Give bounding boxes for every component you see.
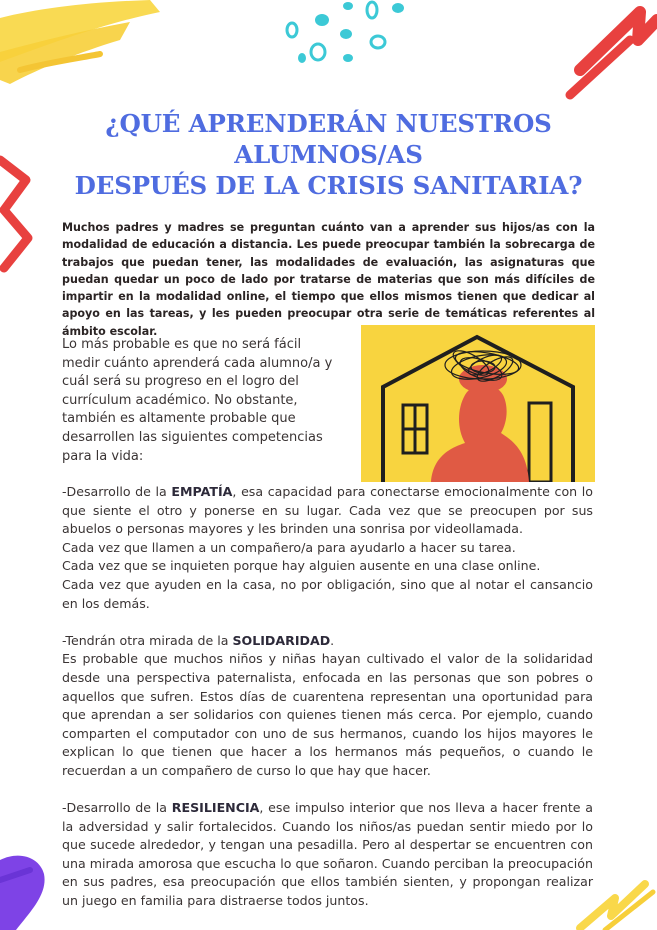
title-line-3: DESPUÉS DE LA CRISIS SANITARIA? [74, 171, 583, 200]
title-line-2: ALUMNOS/AS [234, 140, 423, 169]
solidaridad-suffix: . [330, 632, 335, 648]
intro-paragraph: Muchos padres y madres se preguntan cuánto van a aprender sus hijos/as con la modalidad de educación a distancia. Les puede preocupar también la sobrecarga de trabajos que puedan tener, las modalidades de evaluación, las asignaturas que puedan quedar un poco de lado por tratarse de materias que son más difíciles de impartir en la modalidad online, el tiempo que ellos mismos tienen que dedicar al apoyo en las tareas, y les pueden preocupar otra serie de temáticas referentes al ámbito escolar. [62, 221, 595, 338]
spacer [62, 613, 593, 632]
empatia-line-3: Cada vez que se inquieten porque hay alguien ausente en una clase online. [62, 558, 541, 574]
resiliencia-prefix: -Desarrollo de la [62, 800, 172, 816]
solidaridad-paragraph: Es probable que muchos niños y niñas hayan cultivado el valor de la solidaridad desde una perspectiva paternalista, enfocada en las personas que son pobres o aquellos que sufren. Estos días de cuarentena representan una oportunidad para que aprendan a ser solidarios con quienes tienen más cerca. Por ejemplo, cuando comparten el computador con uno de sus hermanos, cuando los hijos mayores le explican lo que tienen que hacer a los hermanos más pequeños, o cuando le recuerdan a un compañero de curso lo que hay que hacer. [62, 651, 593, 778]
solidaridad-prefix: -Tendrán otra mirada de la [62, 632, 233, 648]
empatia-line-2: Cada vez que llamen a un compañero/a para ayudarlo a hacer su tarea. [62, 539, 516, 555]
purple-brush-stroke-icon [0, 850, 50, 930]
resiliencia-rest: , ese impulso interior que nos lleva a hacer frente a la adversidad y salir fortalecidos. Cuando los niños/as puedan sentir miedo por lo que sucede alrededor, y tengan una pesadilla. Pero al despertar se encuentren con una mirada amorosa que escucha lo que soñaron. Cuando perciban la preocupación en sus padres, esa preocupación que ellos también sienten, y propongan realizar un juego en familia para distraerse todos juntos. [62, 800, 593, 909]
empatia-paragraph [62, 483, 593, 539]
solidaridad-keyword: SOLIDARIDAD [232, 632, 331, 648]
house-head-illustration-icon [361, 325, 595, 482]
empatia-rest: , esa capacidad para conectarse emocionalmente con lo que siente el otro y ponerse en su lugar. Cada vez que se preocupen por sus abuelos o personas mayores y les brinden una sonrisa por videollamada. [62, 484, 593, 537]
side-paragraph: Lo más probable es que no será fácil medir cuánto aprenderá cada alumno/a y cuál será su progreso en el logro del currículum académico. No obstante, también es altamente probable que desarrollen las siguientes competencias para la vida: [62, 337, 333, 464]
red-zigzag-stroke-left-icon [0, 150, 34, 290]
yellow-brush-stroke-icon [0, 0, 170, 90]
solidaridad-heading [62, 632, 593, 651]
empatia-prefix: -Desarrollo de la [62, 484, 172, 499]
page-title [40, 108, 617, 201]
resiliencia-keyword: RESILIENCIA [171, 800, 260, 816]
title-line-1: ¿QUÉ APRENDERÁN NUESTROS [105, 109, 552, 138]
resiliencia-paragraph [62, 799, 593, 911]
empatia-keyword: EMPATÍA [171, 484, 233, 499]
red-zigzag-stroke-icon [560, 0, 657, 105]
body-text [62, 483, 593, 911]
spacer [62, 781, 593, 800]
empatia-line-4: Cada vez que ayuden en la casa, no por obligación, sino que al notar el cansancio en los demás. [62, 576, 593, 611]
cyan-dots-decoration-icon [282, 0, 412, 72]
